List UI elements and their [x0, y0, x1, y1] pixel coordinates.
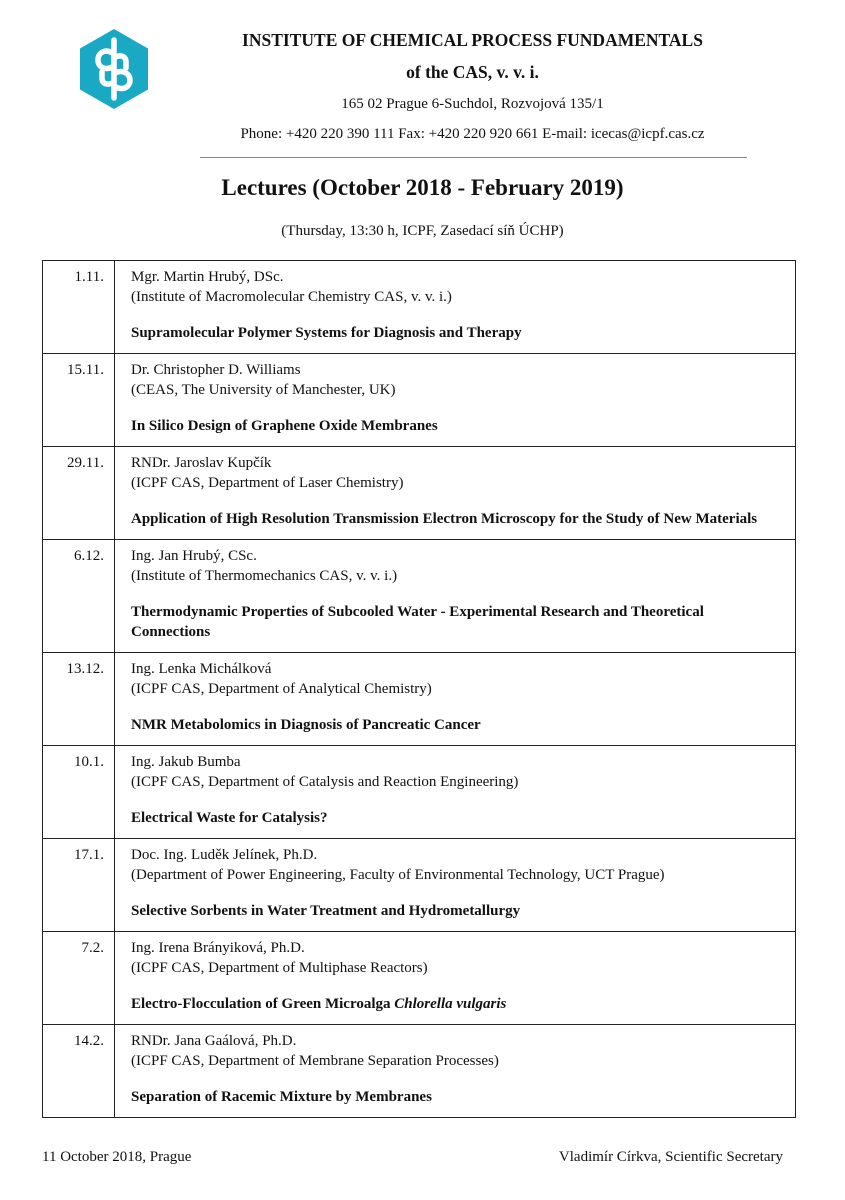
table-row — [43, 354, 796, 447]
lecture-info — [115, 1025, 796, 1118]
lecture-speaker: RNDr. Jaroslav Kupčík — [131, 455, 272, 471]
lecture-speaker: Mgr. Martin Hrubý, DSc. — [131, 269, 284, 285]
lecture-affiliation: (ICPF CAS, Department of Multiphase Reactors) — [131, 960, 428, 976]
letterhead — [200, 28, 745, 144]
icpf-logo-icon — [78, 28, 150, 110]
lecture-topic: Separation of Racemic Mixture by Membranes — [131, 1089, 432, 1105]
lecture-affiliation: (ICPF CAS, Department of Membrane Separation Processes) — [131, 1053, 499, 1069]
lecture-speaker: Ing. Lenka Michálková — [131, 661, 272, 677]
table-row — [43, 932, 796, 1025]
lecture-affiliation: (Institute of Macromolecular Chemistry CAS, v. v. i.) — [131, 289, 452, 305]
page-subtitle: (Thursday, 13:30 h, ICPF, Zasedací síň ÚCHP) — [281, 223, 564, 239]
lecture-topic: Application of High Resolution Transmission Electron Microscopy for the Study of New Materials — [131, 511, 758, 527]
page-title: Lectures (October 2018 - February 2019) — [221, 175, 624, 200]
lecture-topic-text: Electro-Flocculation of Green Microalga — [131, 996, 395, 1012]
lecture-affiliation: (Department of Power Engineering, Faculty of Environmental Technology, UCT Prague) — [131, 867, 665, 883]
lecture-affiliation: (ICPF CAS, Department of Catalysis and Reaction Engineering) — [131, 774, 519, 790]
footer-signature: Vladimír Církva, Scientific Secretary — [558, 1149, 783, 1165]
lecture-date: 15.11. — [43, 354, 115, 447]
lecture-affiliation: (Institute of Thermomechanics CAS, v. v. i.) — [131, 568, 398, 584]
institute-address: 165 02 Prague 6-Suchdol, Rozvojová 135/1 — [341, 96, 604, 112]
institute-contact: Phone: +420 220 390 111 Fax: +420 220 920 661 E-mail: icecas@icpf.cas.cz — [240, 126, 705, 142]
lecture-info — [115, 746, 796, 839]
lecture-date: 17.1. — [43, 839, 115, 932]
lecture-info — [115, 540, 796, 653]
lecture-info — [115, 447, 796, 540]
lecture-affiliation: (CEAS, The University of Manchester, UK) — [131, 382, 396, 398]
lecture-topic: Thermodynamic Properties of Subcooled Water - Experimental Research and Theoretical Connections — [131, 604, 704, 640]
lecture-date: 14.2. — [43, 1025, 115, 1118]
lecture-speaker: Ing. Jakub Bumba — [131, 754, 241, 770]
lecture-date: 10.1. — [43, 746, 115, 839]
lecture-date: 13.12. — [43, 653, 115, 746]
lecture-speaker: Ing. Irena Brányiková, Ph.D. — [131, 940, 305, 956]
lecture-topic: NMR Metabolomics in Diagnosis of Pancreatic Cancer — [131, 717, 481, 733]
lecture-topic — [131, 994, 783, 1014]
header-divider — [200, 157, 747, 158]
table-row — [43, 261, 796, 354]
lecture-info — [115, 932, 796, 1025]
table-row — [43, 746, 796, 839]
lecture-date: 7.2. — [43, 932, 115, 1025]
lecture-topic: In Silico Design of Graphene Oxide Membranes — [131, 418, 438, 434]
lecture-topic: Electrical Waste for Catalysis? — [131, 810, 328, 826]
lecture-affiliation: (ICPF CAS, Department of Laser Chemistry) — [131, 475, 404, 491]
table-row — [43, 1025, 796, 1118]
lecture-topic: Selective Sorbents in Water Treatment and Hydrometallurgy — [131, 903, 521, 919]
footer-date-place: 11 October 2018, Prague — [42, 1149, 192, 1165]
lecture-affiliation: (ICPF CAS, Department of Analytical Chemistry) — [131, 681, 432, 697]
table-row — [43, 540, 796, 653]
lecture-speaker: Doc. Ing. Luděk Jelínek, Ph.D. — [131, 847, 318, 863]
institute-subtitle: of the CAS, v. v. i. — [406, 62, 539, 82]
lecture-speaker: Ing. Jan Hrubý, CSc. — [131, 548, 257, 564]
lecture-topic: Supramolecular Polymer Systems for Diagnosis and Therapy — [131, 325, 522, 341]
lecture-topic-species: Chlorella vulgaris — [394, 996, 507, 1012]
institute-name: INSTITUTE OF CHEMICAL PROCESS FUNDAMENTALS — [242, 30, 703, 50]
lecture-info — [115, 354, 796, 447]
table-row — [43, 447, 796, 540]
lecture-date: 6.12. — [43, 540, 115, 653]
table-row — [43, 653, 796, 746]
lecture-date: 1.11. — [43, 261, 115, 354]
lecture-info — [115, 839, 796, 932]
lecture-info — [115, 653, 796, 746]
lectures-table — [42, 260, 796, 1118]
lecture-info — [115, 261, 796, 354]
lecture-speaker: RNDr. Jana Gaálová, Ph.D. — [131, 1033, 297, 1049]
lecture-speaker: Dr. Christopher D. Williams — [131, 362, 301, 378]
lecture-date: 29.11. — [43, 447, 115, 540]
table-row — [43, 839, 796, 932]
